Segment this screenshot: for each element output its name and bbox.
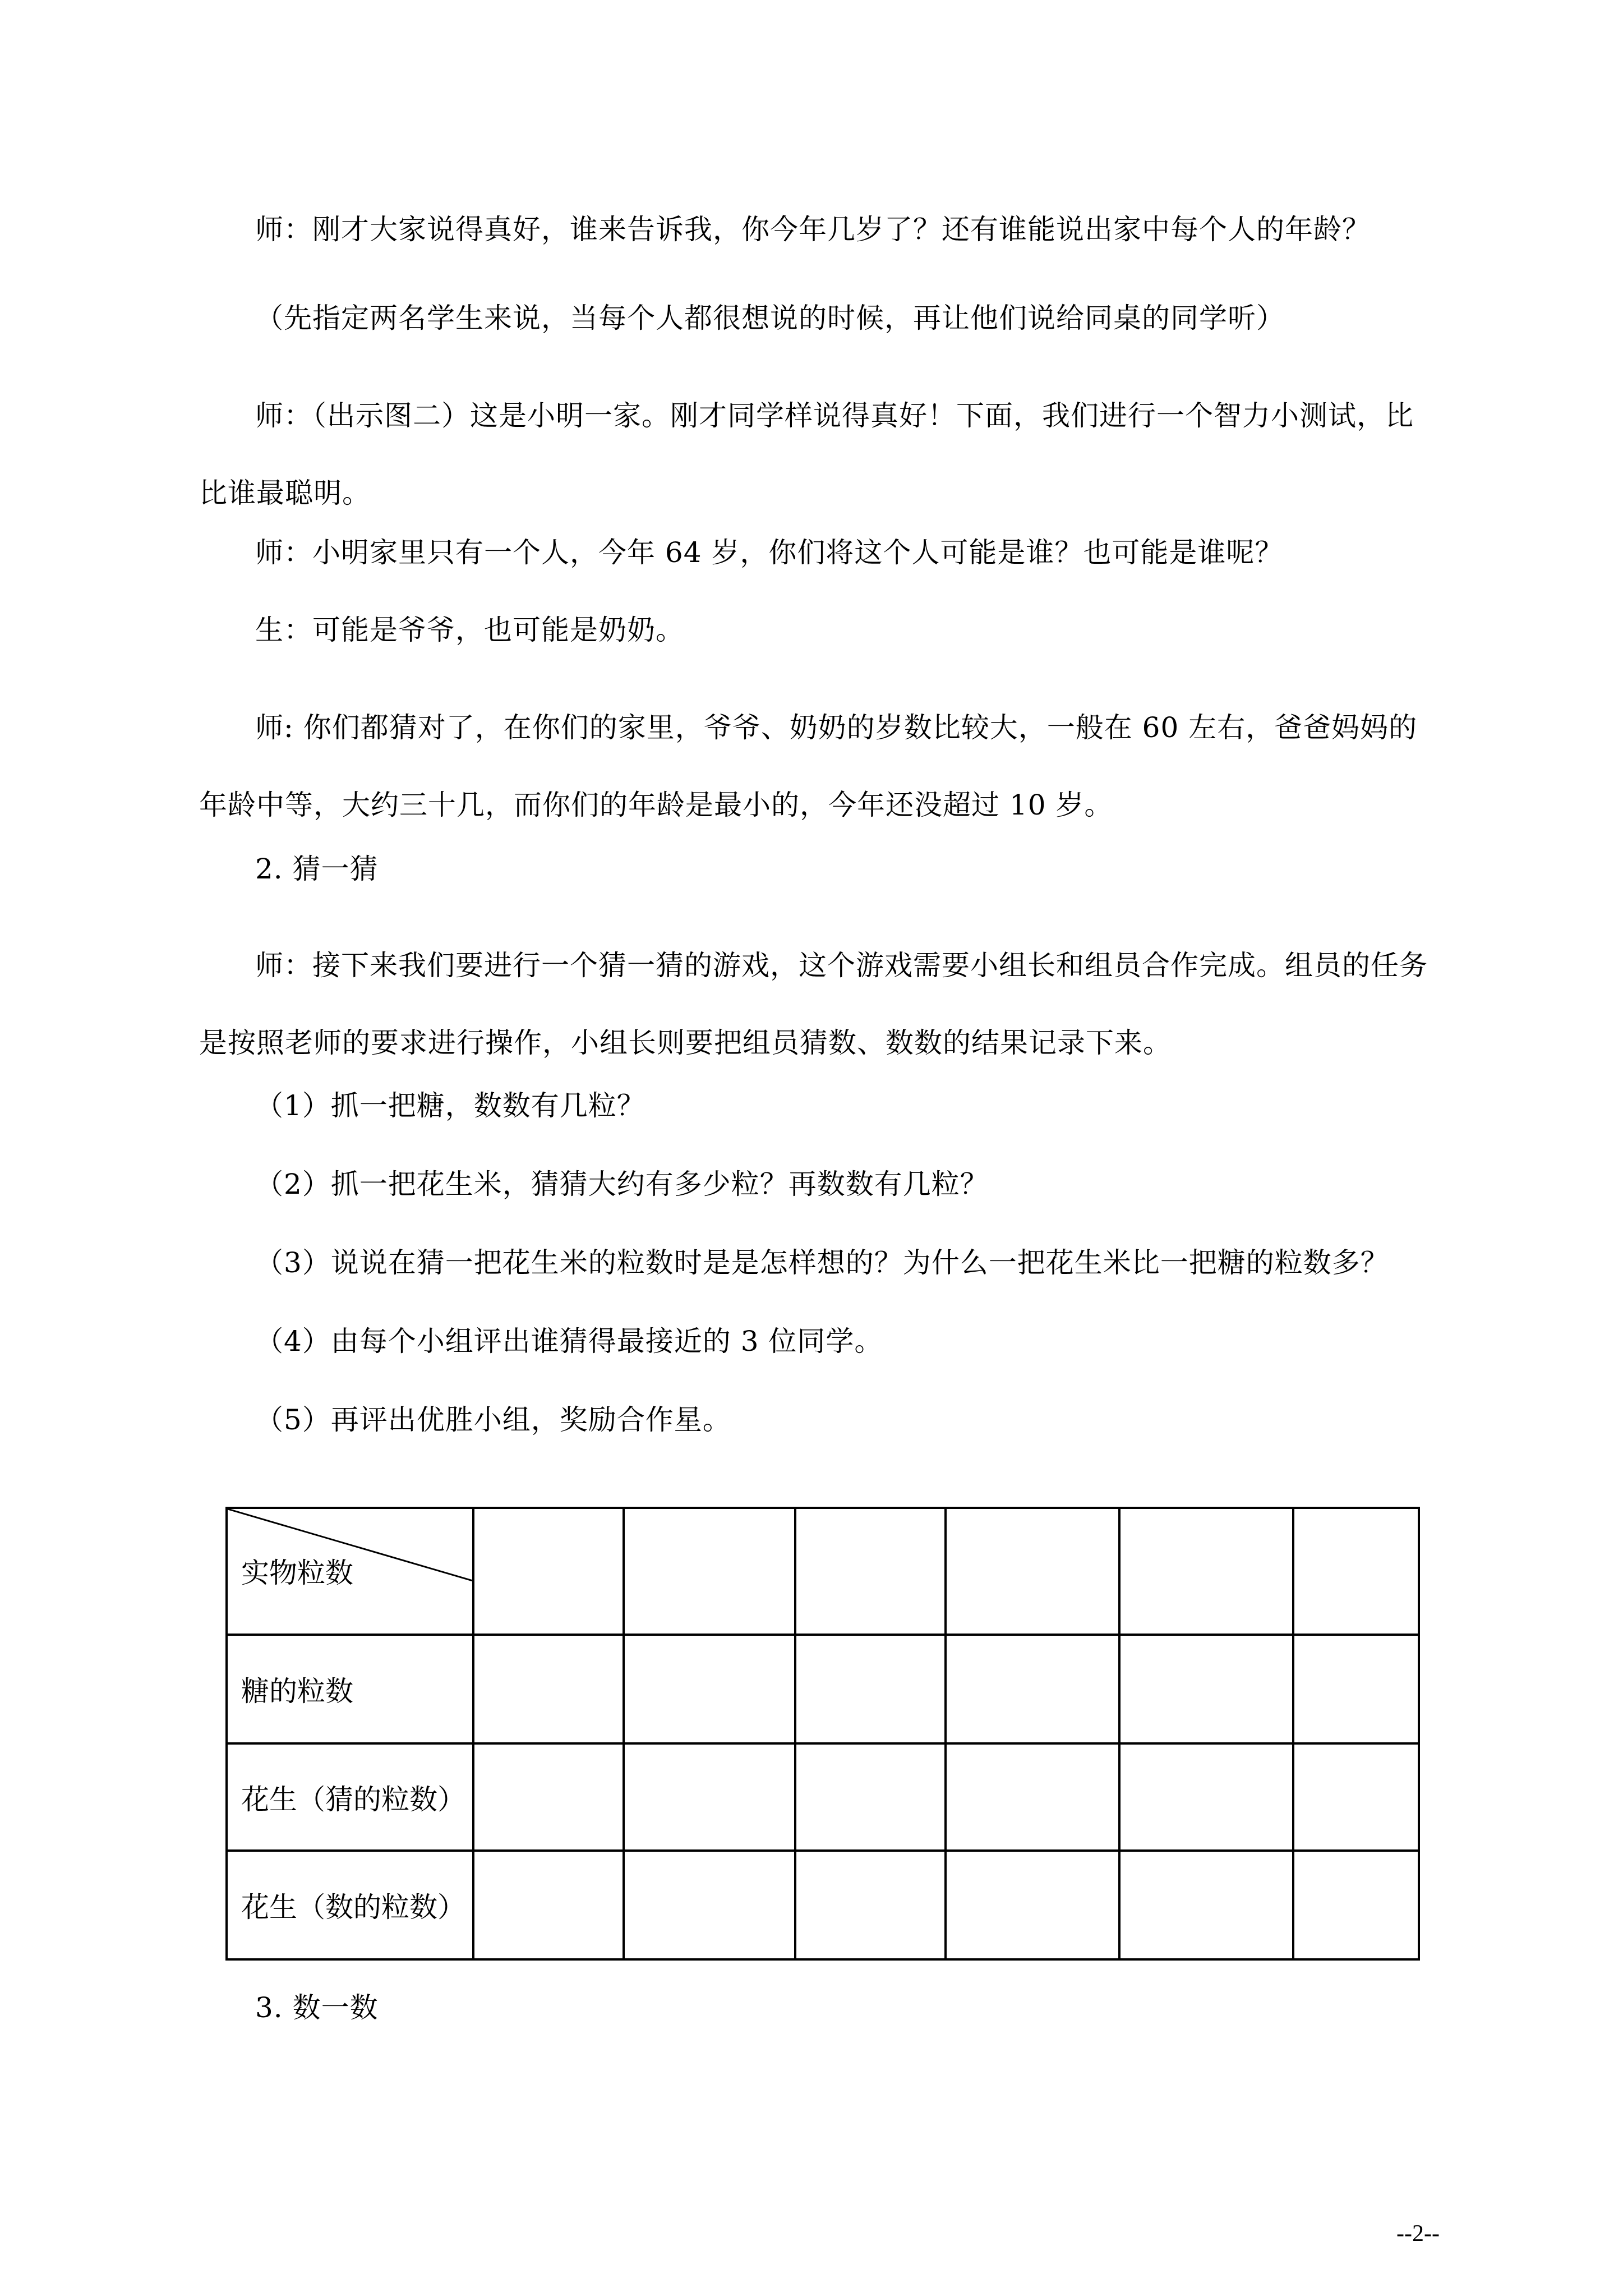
table-row <box>227 1743 1419 1851</box>
list-item-3: （3）说说在猜一把花生米的粒数时是是怎样想的？为什么一把花生米比一把糖的粒数多？ <box>255 1246 1389 1279</box>
table-cell[interactable] <box>795 1635 946 1743</box>
list-item-1: （1）抓一把糖，数数有几粒？ <box>255 1089 645 1122</box>
page-number: --2-- <box>1396 2221 1440 2247</box>
table-cell[interactable] <box>795 1743 946 1851</box>
paragraph-6: 师: 你们都猜对了，在你们的家里，爷爷、奶奶的岁数比较大，一般在 60 左右，爸爸妈妈的年龄中等，大约三十几，而你们的年龄是最小的，今年还没超过 10 岁。 <box>199 711 1418 821</box>
diagonal-header-cell <box>227 1508 473 1635</box>
table-cell[interactable] <box>1293 1635 1419 1743</box>
paragraph-5: 生：可能是爷爷，也可能是奶奶。 <box>255 614 684 646</box>
table-cell[interactable] <box>946 1635 1119 1743</box>
table-row <box>227 1635 1419 1743</box>
table-cell[interactable] <box>1293 1743 1419 1851</box>
table-cell[interactable] <box>624 1635 795 1743</box>
paragraph-4: 师：小明家里只有一个人，今年 64 岁，你们将这个人可能是谁？也可能是谁呢？ <box>255 536 1284 569</box>
header-label: 实物粒数 <box>241 1557 353 1589</box>
table-cell[interactable] <box>946 1743 1119 1851</box>
paragraph-1: 师：刚才大家说得真好，谁来告诉我，你今年几岁了？还有谁能说出家中每个人的年龄？ <box>255 213 1371 246</box>
list-item-2: （2）抓一把花生米，猜猜大约有多少粒？再数数有几粒？ <box>255 1168 989 1200</box>
table-cell[interactable] <box>624 1508 795 1635</box>
paragraph-3: 师：（出示图二）这是小明一家。刚才同学样说得真好！下面，我们进行一个智力小测试，比比谁最聪明。 <box>199 399 1414 509</box>
section-heading-2: 2. 猜一猜 <box>255 853 379 885</box>
table-cell[interactable] <box>473 1508 624 1635</box>
table-cell[interactable] <box>1293 1508 1419 1635</box>
list-item-4: （4）由每个小组评出谁猜得最接近的 3 位同学。 <box>255 1325 883 1358</box>
table-cell[interactable] <box>946 1508 1119 1635</box>
paragraph-7: 师：接下来我们要进行一个猜一猜的游戏，这个游戏需要小组长和组员合作完成。组员的任务是按照老师的要求进行操作，小组长则要把组员猜数、数数的结果记录下来。 <box>199 949 1428 1059</box>
row-label: 花生（猜的粒数） <box>227 1743 473 1851</box>
table-cell[interactable] <box>473 1743 624 1851</box>
table-header-row <box>227 1508 1419 1635</box>
table-cell[interactable] <box>624 1851 795 1959</box>
record-table <box>225 1507 1420 1961</box>
table-cell[interactable] <box>1293 1851 1419 1959</box>
table-cell[interactable] <box>1119 1851 1293 1959</box>
list-item-5: （5）再评出优胜小组，奖励合作星。 <box>255 1404 731 1436</box>
table-cell[interactable] <box>946 1851 1119 1959</box>
table-row <box>227 1851 1419 1959</box>
table-cell[interactable] <box>795 1508 946 1635</box>
table-cell[interactable] <box>473 1635 624 1743</box>
table-cell[interactable] <box>1119 1635 1293 1743</box>
table-cell[interactable] <box>1119 1508 1293 1635</box>
paragraph-2: （先指定两名学生来说，当每个人都很想说的时候，再让他们说给同桌的同学听） <box>255 302 1285 334</box>
row-label: 花生（数的粒数） <box>227 1851 473 1959</box>
table-cell[interactable] <box>795 1851 946 1959</box>
table-cell[interactable] <box>624 1743 795 1851</box>
table-cell[interactable] <box>1119 1743 1293 1851</box>
table-cell[interactable] <box>473 1851 624 1959</box>
section-heading-3: 3. 数一数 <box>255 1991 379 2024</box>
row-label: 糖的粒数 <box>227 1635 473 1743</box>
